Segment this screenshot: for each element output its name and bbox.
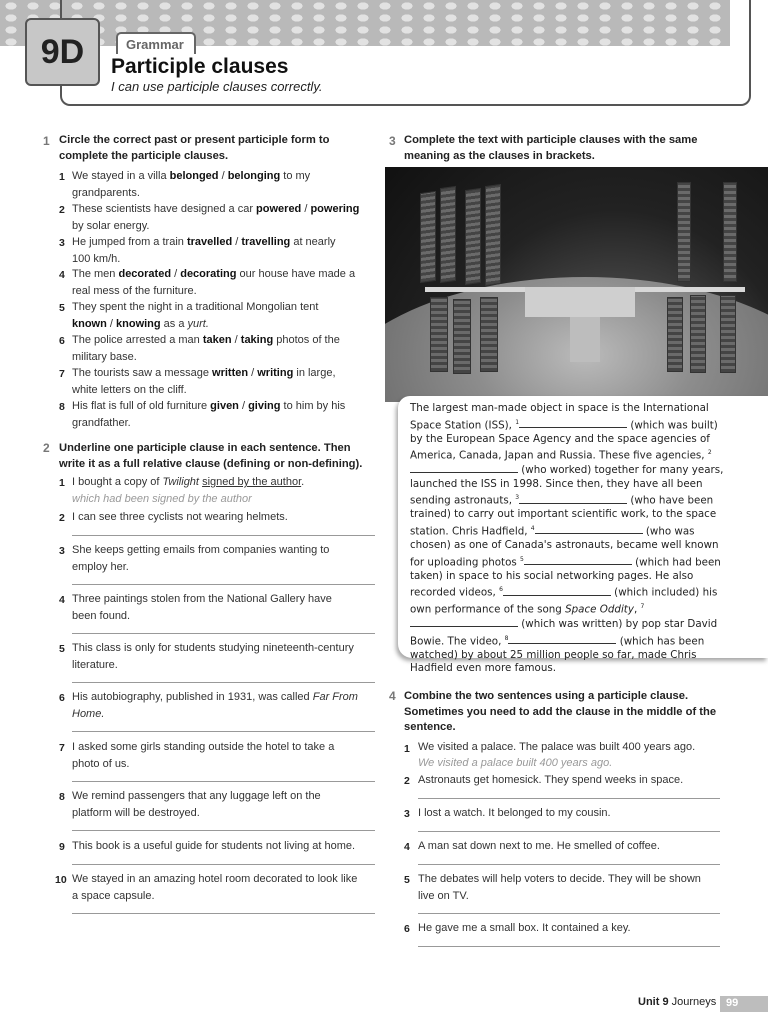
item-text: A man sat down next to me. He smelled of coffee. bbox=[418, 840, 660, 852]
exercise-instruction: Circle the correct past or present participle form to complete the participle clauses. bbox=[59, 134, 330, 162]
exercise-item bbox=[418, 920, 723, 937]
answer-line[interactable] bbox=[72, 535, 375, 536]
example-answer: which had been signed by the author bbox=[72, 493, 252, 505]
item-number: 2 bbox=[59, 512, 65, 524]
exercise-item bbox=[72, 168, 372, 201]
option-word[interactable]: travelling bbox=[241, 236, 291, 248]
item-number: 6 bbox=[59, 335, 65, 347]
exercise-item bbox=[72, 332, 372, 365]
item-text: by solar energy. bbox=[72, 219, 150, 232]
item-number: 3 bbox=[59, 545, 65, 557]
item-text: in large, bbox=[293, 367, 336, 379]
exercise-item bbox=[418, 805, 723, 822]
option-word[interactable]: decorated bbox=[118, 268, 172, 280]
item-number: 5 bbox=[59, 302, 65, 314]
option-word[interactable]: taken bbox=[202, 334, 232, 346]
answer-line[interactable] bbox=[72, 830, 375, 831]
item-number: 1 bbox=[404, 743, 410, 755]
answer-line[interactable] bbox=[72, 682, 375, 683]
exercise-item bbox=[418, 838, 723, 855]
item-number: 10 bbox=[55, 874, 67, 886]
item-number: 3 bbox=[59, 237, 65, 249]
item-text: real mess of the furniture. bbox=[72, 284, 197, 297]
item-text: His flat is full of old furniture bbox=[72, 400, 211, 412]
item-number: 4 bbox=[59, 594, 65, 606]
item-text: military base. bbox=[72, 350, 137, 363]
answer-line[interactable] bbox=[72, 584, 375, 585]
item-number: 4 bbox=[59, 269, 65, 281]
item-number: 2 bbox=[404, 775, 410, 787]
item-text: They spent the night in a traditional Mongolian tent bbox=[72, 301, 319, 313]
item-number: 5 bbox=[59, 643, 65, 655]
item-text: The debates will help voters to decide. They will be shown bbox=[418, 873, 701, 885]
example-sentence: I bought a copy of Twilight signed by the author. bbox=[72, 476, 305, 488]
item-text: He jumped from a train bbox=[72, 236, 187, 248]
exercise-item bbox=[72, 365, 372, 398]
exercise-instruction: Underline one participle clause in each sentence. Then write it as a full relative clause (defining or non-defining). bbox=[59, 442, 363, 470]
lesson-badge: 9D bbox=[25, 18, 100, 86]
item-text: The police arrested a man bbox=[72, 334, 203, 346]
page-title: Participle clauses bbox=[111, 55, 289, 78]
item-text: His autobiography, published in 1931, was called bbox=[72, 691, 313, 703]
option-word[interactable]: taking bbox=[240, 334, 274, 346]
item-text: She keeps getting emails from companies wanting to bbox=[72, 544, 330, 556]
exercise-item bbox=[418, 772, 723, 789]
example-answer: We visited a palace built 400 years ago. bbox=[418, 757, 613, 769]
item-text: We remind passengers that any luggage left on the bbox=[72, 790, 321, 802]
item-text: The men bbox=[72, 268, 119, 280]
item-number: 5 bbox=[404, 874, 410, 886]
exercise-item bbox=[72, 788, 377, 821]
item-text: white letters on the cliff. bbox=[72, 383, 187, 396]
option-separator: / bbox=[232, 236, 242, 248]
answer-line[interactable] bbox=[418, 864, 720, 865]
item-text: as a bbox=[160, 317, 188, 330]
page-number: 99 bbox=[720, 996, 768, 1012]
exercise-item bbox=[72, 689, 377, 722]
exercise-item bbox=[72, 739, 377, 772]
exercise-item bbox=[72, 509, 377, 526]
answer-line[interactable] bbox=[72, 781, 375, 782]
option-separator: / bbox=[231, 334, 241, 346]
example-sentence: We visited a palace. The palace was built 400 years ago. bbox=[418, 741, 696, 753]
item-number: 8 bbox=[59, 401, 65, 413]
exercise-item bbox=[72, 266, 372, 299]
item-text: our house have made a bbox=[236, 268, 356, 280]
option-word[interactable]: decorating bbox=[180, 268, 237, 280]
answer-line[interactable] bbox=[72, 633, 375, 634]
option-separator: / bbox=[248, 367, 258, 379]
answer-line[interactable] bbox=[72, 864, 375, 865]
answer-line[interactable] bbox=[418, 913, 720, 914]
option-word[interactable]: given bbox=[210, 400, 239, 412]
item-text: grandparents. bbox=[72, 186, 140, 199]
item-text: This book is a useful guide for students not living at home. bbox=[72, 840, 356, 852]
answer-line[interactable] bbox=[418, 798, 720, 799]
option-word[interactable]: belonging bbox=[227, 170, 281, 182]
reading-text: The largest man-made object in space is the International Space Station (ISS), $^1$ (which was built) by the European Space Agency and the space agencies of America, Canada, Japan and Russia. These five agencies, $^2$ (who worked) together for many years, launched the ISS in 1998. Since then, they have all been sending astronauts, $^3$ (who have been trained) to carry out important scientific work, to the space station. Chris Hadfield, $^4$ (who was chosen) as one of Canada's astronauts, became well known for uploading photos $^5$ (which had been taken) in space to his social networking pages. He also recorded videos, $^6$ (which included) his own performance of the song Space Oddity, $^7$ (which was written) by pop star David Bowie. The video, $^8$ (which has been watched) by about 25 million people so far, made Chris Hadfield even more famous. bbox=[410, 402, 724, 675]
item-text: photo of us. bbox=[72, 757, 130, 770]
item-text: I asked some girls standing outside the hotel to take a bbox=[72, 741, 335, 753]
option-word[interactable]: powering bbox=[310, 203, 360, 215]
item-text: platform will be destroyed. bbox=[72, 806, 200, 819]
option-separator: / bbox=[301, 203, 311, 215]
item-number: 4 bbox=[404, 841, 410, 853]
exercise-item bbox=[72, 871, 377, 904]
page-subtitle: I can use participle clauses correctly. bbox=[111, 79, 323, 94]
item-text: employ her. bbox=[72, 560, 129, 573]
option-separator: / bbox=[218, 170, 228, 182]
exercise-number: 3 bbox=[389, 134, 396, 148]
item-text: I can see three cyclists not wearing helmets. bbox=[72, 511, 288, 523]
exercise-item bbox=[72, 591, 377, 624]
footer-unit: Unit 9 Journeys bbox=[638, 996, 717, 1008]
item-number: 7 bbox=[59, 742, 65, 754]
item-text: literature. bbox=[72, 658, 118, 671]
item-text: grandfather. bbox=[72, 416, 131, 429]
option-separator: / bbox=[238, 400, 249, 412]
space-station-photo bbox=[385, 167, 768, 402]
item-text: I lost a watch. It belonged to my cousin. bbox=[418, 807, 611, 819]
item-number: 9 bbox=[59, 841, 65, 853]
exercise-instruction: Complete the text with participle clauses with the same meaning as the clauses in brackets. bbox=[404, 134, 698, 162]
item-number: 1 bbox=[59, 171, 65, 183]
item-text: been found. bbox=[72, 609, 131, 622]
item-text: at nearly bbox=[290, 236, 336, 248]
item-text: photos of the bbox=[273, 334, 340, 346]
option-word[interactable]: powered bbox=[256, 203, 302, 215]
item-text: Three paintings stolen from the National Gallery have bbox=[72, 593, 332, 605]
item-number: 3 bbox=[404, 808, 410, 820]
item-text-italic: Far From bbox=[312, 691, 358, 703]
answer-line[interactable] bbox=[418, 946, 720, 947]
item-text: He gave me a small box. It contained a key. bbox=[418, 922, 631, 934]
exercise-item bbox=[72, 234, 372, 267]
item-text: The tourists saw a message bbox=[72, 367, 213, 379]
option-word[interactable]: giving bbox=[248, 400, 281, 412]
item-text: to my bbox=[280, 170, 311, 182]
exercise-item bbox=[72, 640, 377, 673]
answer-line[interactable] bbox=[72, 913, 375, 914]
item-text: These scientists have designed a car bbox=[72, 203, 257, 215]
answer-line[interactable] bbox=[418, 831, 720, 832]
exercise-item bbox=[418, 871, 723, 904]
item-text: We stayed in a villa bbox=[72, 170, 170, 182]
exercise-item bbox=[72, 299, 372, 332]
exercise-number: 4 bbox=[389, 689, 396, 703]
item-text: Home. bbox=[72, 707, 105, 720]
exercise-item bbox=[72, 201, 372, 234]
item-text: live on TV. bbox=[418, 889, 469, 902]
option-word[interactable]: known bbox=[72, 317, 107, 330]
item-text: This class is only for students studying nineteenth-century bbox=[72, 642, 354, 654]
item-number: 6 bbox=[404, 923, 410, 935]
exercise-number: 2 bbox=[43, 441, 50, 455]
item-text: a space capsule. bbox=[72, 889, 155, 902]
option-word[interactable]: belonged bbox=[169, 170, 219, 182]
item-number: 6 bbox=[59, 692, 65, 704]
exercise-number: 1 bbox=[43, 134, 50, 148]
option-word[interactable]: knowing bbox=[116, 317, 161, 330]
option-word[interactable]: travelled bbox=[186, 236, 233, 248]
exercise-item bbox=[72, 838, 377, 855]
item-number: 1 bbox=[59, 477, 65, 489]
exercise-instruction: Combine the two sentences using a participle clause. Sometimes you need to add the clause in the middle of the sentence. bbox=[404, 690, 717, 733]
item-number: 2 bbox=[59, 204, 65, 216]
item-number: 7 bbox=[59, 368, 65, 380]
section-tag: Grammar bbox=[116, 32, 196, 54]
option-separator: / bbox=[171, 268, 181, 280]
item-number: 8 bbox=[59, 791, 65, 803]
item-text: We stayed in an amazing hotel room decorated to look like bbox=[72, 873, 358, 885]
item-text: to him by his bbox=[280, 400, 346, 412]
answer-line[interactable] bbox=[72, 731, 375, 732]
option-separator: / bbox=[106, 317, 117, 330]
option-word[interactable]: written bbox=[212, 367, 249, 379]
item-text: 100 km/h. bbox=[72, 252, 121, 265]
exercise-item bbox=[72, 542, 377, 575]
option-word[interactable]: writing bbox=[257, 367, 294, 379]
item-text: yurt. bbox=[187, 317, 209, 330]
exercise-item bbox=[72, 398, 372, 431]
item-text: Astronauts get homesick. They spend weeks in space. bbox=[418, 774, 684, 786]
